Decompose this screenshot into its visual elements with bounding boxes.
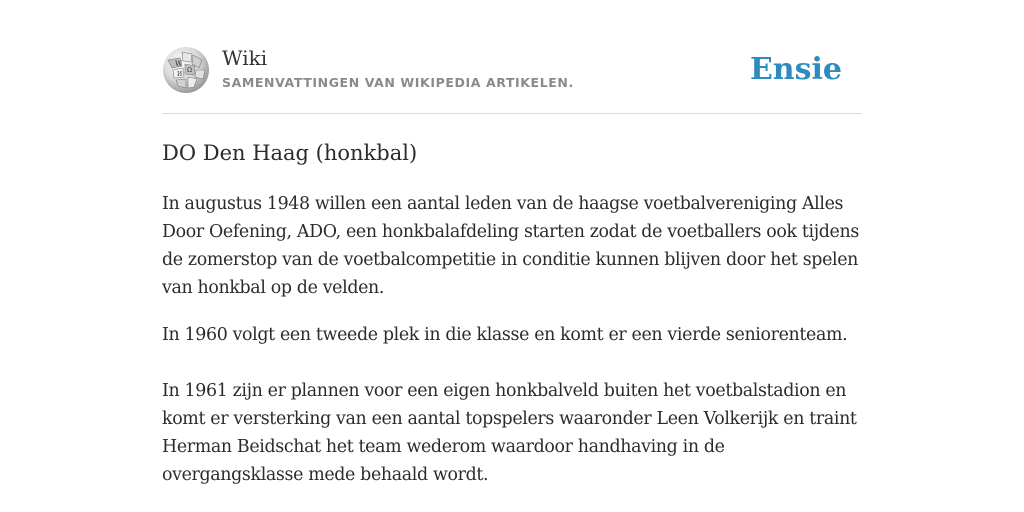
page-title: DO Den Haag (honkbal) — [162, 141, 418, 165]
article-paragraph: In 1960 volgt een tweede plek in die klasse en komt er een vierde seniorenteam. — [162, 325, 848, 345]
site-header — [162, 46, 862, 98]
svg-text:W: W — [175, 60, 183, 68]
svg-text:Ω: Ω — [187, 67, 192, 74]
article-paragraph: In 1961 zijn er plannen voor een eigen honkbalveld buiten het voetbalstadion en komt er versterking van een aantal topspelers waaronder Leen Volkerijk en traint Herman Beidschat het team wederom waardoor handhaving in de overgangsklasse mede behaald wordt. — [162, 381, 857, 485]
header-divider — [162, 113, 862, 114]
article-paragraph: In augustus 1948 willen een aantal leden van de haagse voetbalvereniging Alles Door Oefening, ADO, een honkbalafdeling starten zodat de voetballers ook tijdens de zomerstop van de voetbalcompetitie in conditie kunnen blijven door het spelen van honkbal op de velden. — [162, 194, 859, 298]
wikipedia-globe-icon[interactable] — [162, 46, 210, 94]
site-title[interactable]: Wiki — [222, 46, 268, 70]
brand-logo[interactable]: Ensie — [749, 52, 842, 87]
article-body — [162, 190, 862, 508]
site-tagline: SAMENVATTINGEN VAN WIKIPEDIA ARTIKELEN. — [222, 75, 574, 90]
svg-text:И: И — [177, 71, 183, 78]
